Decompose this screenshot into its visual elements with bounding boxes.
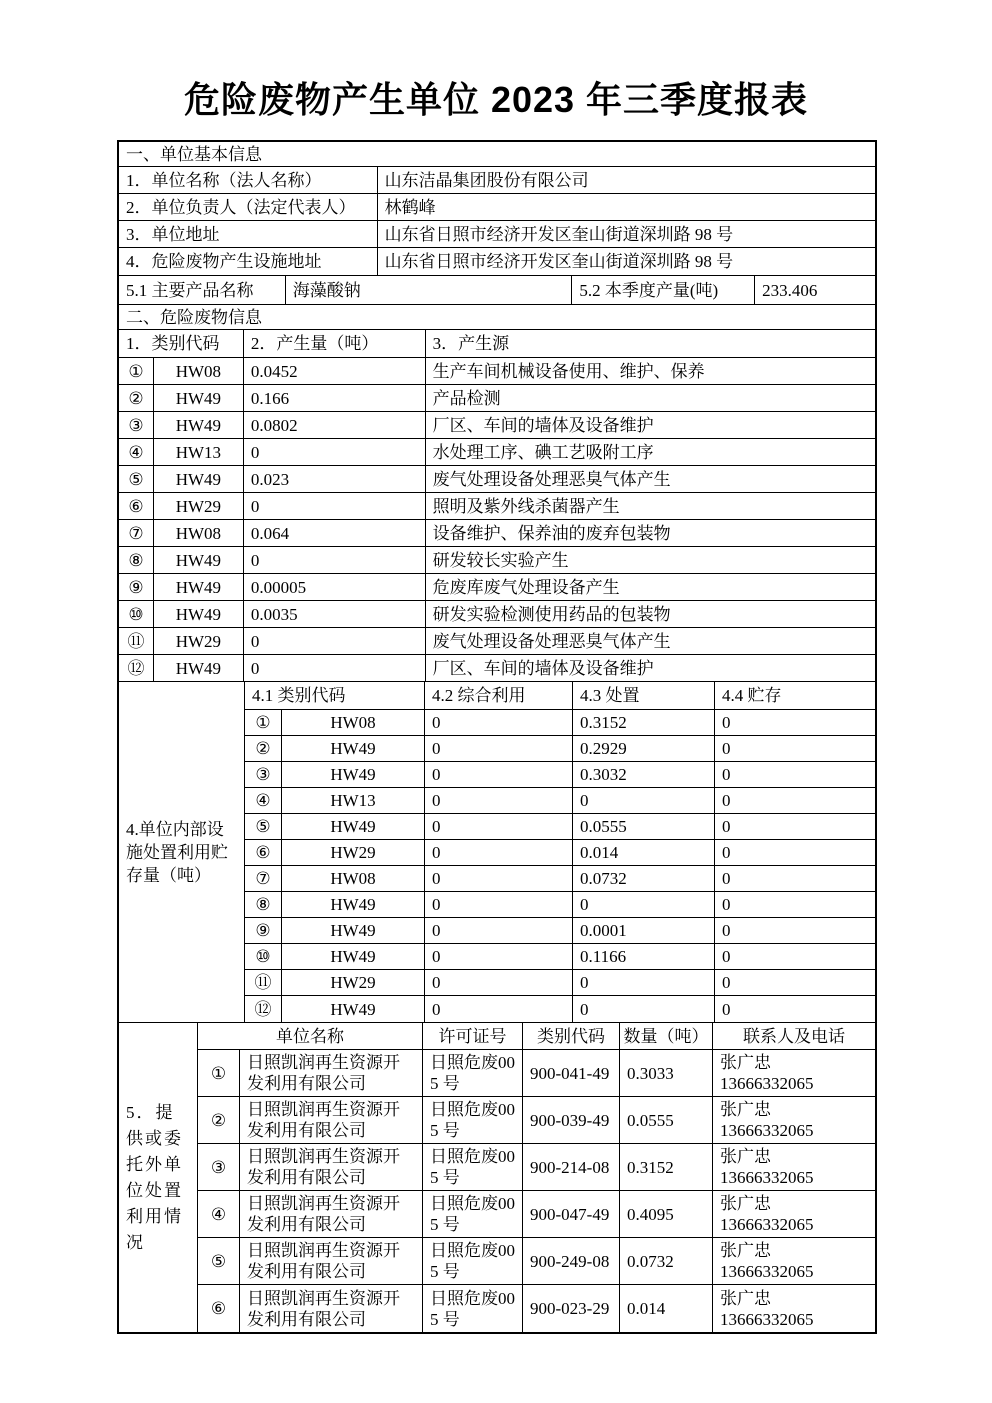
table-row xyxy=(245,840,875,866)
row-number: ⑨ xyxy=(119,574,154,600)
cell-store: 0 xyxy=(722,895,731,914)
cell-qty: 0.0452 xyxy=(244,358,426,384)
table-row xyxy=(245,970,875,996)
table-row xyxy=(198,1144,875,1191)
field-label: 3．单位地址 xyxy=(119,221,378,247)
contact-phone: 13666332065 xyxy=(720,1121,814,1140)
cell-store: 0 xyxy=(722,973,731,992)
table-row xyxy=(119,574,875,601)
cell-dispose: 0 xyxy=(573,788,715,813)
cell-store: 0 xyxy=(722,791,731,810)
cell-dispose: 0.3152 xyxy=(573,710,715,735)
table-row xyxy=(245,762,875,788)
cell-qty: 0.3152 xyxy=(620,1144,713,1190)
cell-code: HW49 xyxy=(282,944,425,969)
section4-body xyxy=(245,682,875,1022)
cell-code: HW49 xyxy=(154,466,244,492)
row-number: ⑪ xyxy=(245,970,282,995)
cell-unit-name: 日照凯润再生资源开发利用有限公司 xyxy=(240,1285,423,1332)
cell-dispose: 0 xyxy=(573,996,715,1022)
table-row xyxy=(198,1097,875,1144)
product-qty-value: 233.406 xyxy=(762,280,818,300)
contact-name: 张广忠 xyxy=(720,1053,771,1072)
row-number: ③ xyxy=(198,1144,240,1190)
field-label: 2．单位负责人（法定代表人） xyxy=(119,194,378,220)
row-number: ⑨ xyxy=(245,918,282,943)
cell-use: 0 xyxy=(425,710,573,735)
cell-code: HW49 xyxy=(154,547,244,573)
section5 xyxy=(119,1023,875,1332)
section5-body xyxy=(198,1023,875,1332)
cell-permit: 日照危废005 号 xyxy=(423,1285,523,1332)
cell-contact xyxy=(713,1097,875,1143)
table-row xyxy=(245,996,875,1022)
cell-use: 0 xyxy=(425,736,573,761)
table-row xyxy=(119,167,875,194)
cell-use: 0 xyxy=(425,970,573,995)
cell-source: 水处理工序、碘工艺吸附工序 xyxy=(432,442,654,462)
cell-qty: 0 xyxy=(244,493,426,519)
row-number: ⑫ xyxy=(245,996,282,1022)
product-qty-label: 5.2 本季度产量(吨) xyxy=(572,276,755,304)
product-name-label: 5.1 主要产品名称 xyxy=(119,276,286,304)
row-number: ⑧ xyxy=(119,547,154,573)
cell-dispose: 0.1166 xyxy=(573,944,715,969)
cell-dispose: 0.0732 xyxy=(573,866,715,891)
row-number: ① xyxy=(119,358,154,384)
section1-header: 一、单位基本信息 xyxy=(126,144,262,164)
contact-phone: 13666332065 xyxy=(720,1168,814,1187)
product-row xyxy=(119,276,875,305)
cell-source: 设备维护、保养油的废弃包装物 xyxy=(432,523,671,543)
cell-code: HW49 xyxy=(154,385,244,411)
row-number: ① xyxy=(198,1050,240,1096)
column-header-code: 1．类别代码 xyxy=(119,330,244,357)
cell-unit-name: 日照凯润再生资源开发利用有限公司 xyxy=(240,1097,423,1143)
row-number: ⑥ xyxy=(198,1285,240,1332)
cell-code: 900-214-08 xyxy=(523,1144,620,1190)
cell-qty: 0.014 xyxy=(620,1285,713,1332)
cell-source: 厂区、车间的墙体及设备维护 xyxy=(432,415,654,435)
cell-code: HW13 xyxy=(154,439,244,465)
table-row xyxy=(119,466,875,493)
cell-source: 危废库废气处理设备产生 xyxy=(432,577,620,597)
table-row xyxy=(245,736,875,762)
table-row xyxy=(198,1285,875,1332)
row-number: ⑤ xyxy=(198,1238,240,1284)
cell-store: 0 xyxy=(722,817,731,836)
section5-label: 5．提供或委托外单位处置利用情况 xyxy=(119,1023,198,1332)
table-row xyxy=(198,1191,875,1238)
cell-code: HW08 xyxy=(282,710,425,735)
cell-qty: 0.4095 xyxy=(620,1191,713,1237)
row-number: ⑩ xyxy=(245,944,282,969)
row-number: ④ xyxy=(119,439,154,465)
contact-phone: 13666332065 xyxy=(720,1262,814,1281)
cell-source: 废气处理设备处理恶臭气体产生 xyxy=(432,469,671,489)
cell-store: 0 xyxy=(722,921,731,940)
cell-code: 900-041-49 xyxy=(523,1050,620,1096)
row-number: ② xyxy=(198,1097,240,1143)
column-header-code: 类别代码 xyxy=(523,1023,620,1049)
cell-use: 0 xyxy=(425,944,573,969)
field-value: 林鹤峰 xyxy=(384,197,436,217)
cell-code: HW29 xyxy=(282,970,425,995)
cell-dispose: 0 xyxy=(573,970,715,995)
cell-source: 废气处理设备处理恶臭气体产生 xyxy=(432,631,671,651)
table-row xyxy=(119,221,875,248)
cell-unit-name: 日照凯润再生资源开发利用有限公司 xyxy=(240,1144,423,1190)
contact-name: 张广忠 xyxy=(720,1241,771,1260)
field-value: 山东洁晶集团股份有限公司 xyxy=(384,170,589,190)
row-number: ⑫ xyxy=(119,655,154,681)
cell-qty: 0.0035 xyxy=(244,601,426,627)
table-row xyxy=(119,493,875,520)
cell-store: 0 xyxy=(722,765,731,784)
cell-qty: 0.023 xyxy=(244,466,426,492)
cell-qty: 0 xyxy=(244,628,426,654)
report-table xyxy=(117,140,877,1334)
cell-code: HW13 xyxy=(282,788,425,813)
column-header-code: 4.1 类别代码 xyxy=(245,682,425,709)
cell-qty: 0.166 xyxy=(244,385,426,411)
cell-dispose: 0.2929 xyxy=(573,736,715,761)
table-row xyxy=(198,1050,875,1097)
cell-dispose: 0.0555 xyxy=(573,814,715,839)
field-label: 4．危险废物产生设施地址 xyxy=(119,248,378,275)
cell-code: HW49 xyxy=(154,574,244,600)
row-number: ② xyxy=(245,736,282,761)
cell-source: 照明及紫外线杀菌器产生 xyxy=(432,496,620,516)
section4-label: 4.单位内部设施处置利用贮存量（吨） xyxy=(119,682,245,1022)
cell-code: 900-047-49 xyxy=(523,1191,620,1237)
section2-column-header-row xyxy=(119,330,875,358)
field-value: 山东省日照市经济开发区奎山街道深圳路 98 号 xyxy=(384,224,734,244)
cell-code: HW49 xyxy=(282,736,425,761)
row-number: ⑤ xyxy=(119,466,154,492)
cell-unit-name: 日照凯润再生资源开发利用有限公司 xyxy=(240,1050,423,1096)
cell-dispose: 0.3032 xyxy=(573,762,715,787)
column-header-store: 4.4 贮存 xyxy=(722,686,782,705)
table-row xyxy=(245,944,875,970)
cell-permit: 日照危废005 号 xyxy=(423,1144,523,1190)
cell-qty: 0.3033 xyxy=(620,1050,713,1096)
cell-code: HW29 xyxy=(154,493,244,519)
column-header-permit: 许可证号 xyxy=(423,1023,523,1049)
cell-use: 0 xyxy=(425,788,573,813)
row-number: ⑦ xyxy=(119,520,154,546)
column-header-source: 3．产生源 xyxy=(432,334,510,353)
column-header-qty: 2．产生量（吨） xyxy=(244,330,426,357)
column-header-contact: 联系人及电话 xyxy=(743,1026,845,1046)
contact-name: 张广忠 xyxy=(720,1147,771,1166)
cell-code: 900-249-08 xyxy=(523,1238,620,1284)
table-row xyxy=(245,710,875,736)
field-value: 山东省日照市经济开发区奎山街道深圳路 98 号 xyxy=(384,252,734,271)
table-row xyxy=(119,547,875,574)
table-row xyxy=(119,439,875,466)
cell-contact xyxy=(713,1285,875,1332)
section2-header-row xyxy=(119,305,875,330)
cell-permit: 日照危废005 号 xyxy=(423,1191,523,1237)
table-row xyxy=(119,628,875,655)
contact-phone: 13666332065 xyxy=(720,1215,814,1234)
cell-dispose: 0.014 xyxy=(573,840,715,865)
column-header-use: 4.2 综合利用 xyxy=(425,682,573,709)
table-row xyxy=(119,358,875,385)
table-row xyxy=(245,892,875,918)
cell-qty: 0.064 xyxy=(244,520,426,546)
column-header-name: 单位名称 xyxy=(198,1023,423,1049)
cell-permit: 日照危废005 号 xyxy=(423,1238,523,1284)
page-title: 危险废物产生单位 2023 年三季度报表 xyxy=(183,79,809,120)
cell-code: 900-023-29 xyxy=(523,1285,620,1332)
cell-qty: 0 xyxy=(244,655,426,681)
row-number: ① xyxy=(245,710,282,735)
section4 xyxy=(119,682,875,1023)
cell-permit: 日照危废005 号 xyxy=(423,1097,523,1143)
cell-code: HW49 xyxy=(154,655,244,681)
column-header-qty: 数量（吨） xyxy=(620,1023,713,1049)
cell-use: 0 xyxy=(425,762,573,787)
column-header-dispose: 4.3 处置 xyxy=(573,682,715,709)
row-number: ⑩ xyxy=(119,601,154,627)
cell-dispose: 0.0001 xyxy=(573,918,715,943)
cell-store: 0 xyxy=(722,739,731,758)
cell-dispose: 0 xyxy=(573,892,715,917)
cell-store: 0 xyxy=(722,999,731,1019)
cell-qty: 0.0732 xyxy=(620,1238,713,1284)
table-row xyxy=(119,194,875,221)
row-number: ⑦ xyxy=(245,866,282,891)
table-row xyxy=(245,918,875,944)
table-row xyxy=(119,601,875,628)
cell-contact xyxy=(713,1144,875,1190)
cell-code: HW08 xyxy=(154,520,244,546)
row-number: ④ xyxy=(245,788,282,813)
cell-unit-name: 日照凯润再生资源开发利用有限公司 xyxy=(240,1191,423,1237)
row-number: ⑤ xyxy=(245,814,282,839)
row-number: ② xyxy=(119,385,154,411)
cell-code: HW49 xyxy=(154,601,244,627)
cell-contact xyxy=(713,1050,875,1096)
cell-qty: 0.0555 xyxy=(620,1097,713,1143)
cell-code: 900-039-49 xyxy=(523,1097,620,1143)
contact-name: 张广忠 xyxy=(720,1194,771,1213)
cell-code: HW08 xyxy=(282,866,425,891)
cell-contact xyxy=(713,1238,875,1284)
cell-code: HW49 xyxy=(282,762,425,787)
cell-store: 0 xyxy=(722,869,731,888)
section5-column-header-row xyxy=(198,1023,875,1050)
contact-phone: 13666332065 xyxy=(720,1309,814,1329)
cell-source: 产品检测 xyxy=(432,388,501,408)
cell-permit: 日照危废005 号 xyxy=(423,1050,523,1096)
cell-code: HW49 xyxy=(282,814,425,839)
table-row xyxy=(119,520,875,547)
cell-store: 0 xyxy=(722,713,731,732)
cell-qty: 0 xyxy=(244,439,426,465)
cell-store: 0 xyxy=(722,843,731,862)
cell-use: 0 xyxy=(425,866,573,891)
cell-unit-name: 日照凯润再生资源开发利用有限公司 xyxy=(240,1238,423,1284)
contact-name: 张广忠 xyxy=(720,1100,771,1119)
field-label: 1．单位名称（法人名称） xyxy=(119,167,378,193)
row-number: ④ xyxy=(198,1191,240,1237)
table-row xyxy=(245,814,875,840)
row-number: ⑧ xyxy=(245,892,282,917)
section1-header-row xyxy=(119,142,875,167)
cell-source: 生产车间机械设备使用、维护、保养 xyxy=(432,361,705,381)
cell-use: 0 xyxy=(425,918,573,943)
cell-store: 0 xyxy=(722,947,731,966)
cell-use: 0 xyxy=(425,996,573,1022)
table-row xyxy=(198,1238,875,1285)
cell-code: HW49 xyxy=(154,412,244,438)
table-row xyxy=(119,248,875,276)
cell-use: 0 xyxy=(425,892,573,917)
cell-use: 0 xyxy=(425,814,573,839)
cell-code: HW29 xyxy=(282,840,425,865)
cell-code: HW49 xyxy=(282,996,425,1022)
row-number: ③ xyxy=(245,762,282,787)
row-number: ③ xyxy=(119,412,154,438)
table-row xyxy=(245,866,875,892)
cell-source: 研发实验检测使用药品的包装物 xyxy=(432,604,671,624)
row-number: ⑥ xyxy=(119,493,154,519)
section4-column-header-row xyxy=(245,682,875,710)
table-row xyxy=(119,385,875,412)
cell-source: 研发较长实验产生 xyxy=(432,550,569,570)
row-number: ⑪ xyxy=(119,628,154,654)
cell-qty: 0 xyxy=(244,547,426,573)
contact-phone: 13666332065 xyxy=(720,1074,814,1093)
cell-code: HW49 xyxy=(282,892,425,917)
cell-code: HW49 xyxy=(282,918,425,943)
table-row xyxy=(119,412,875,439)
product-name-value: 海藻酸钠 xyxy=(286,276,573,304)
cell-contact xyxy=(713,1191,875,1237)
cell-qty: 0.0802 xyxy=(244,412,426,438)
cell-code: HW08 xyxy=(154,358,244,384)
table-row xyxy=(119,655,875,682)
section2-header: 二、危险废物信息 xyxy=(126,307,262,327)
cell-use: 0 xyxy=(425,840,573,865)
cell-qty: 0.00005 xyxy=(244,574,426,600)
table-row xyxy=(245,788,875,814)
cell-code: HW29 xyxy=(154,628,244,654)
row-number: ⑥ xyxy=(245,840,282,865)
cell-source: 厂区、车间的墙体及设备维护 xyxy=(432,658,654,678)
contact-name: 张广忠 xyxy=(720,1288,771,1308)
